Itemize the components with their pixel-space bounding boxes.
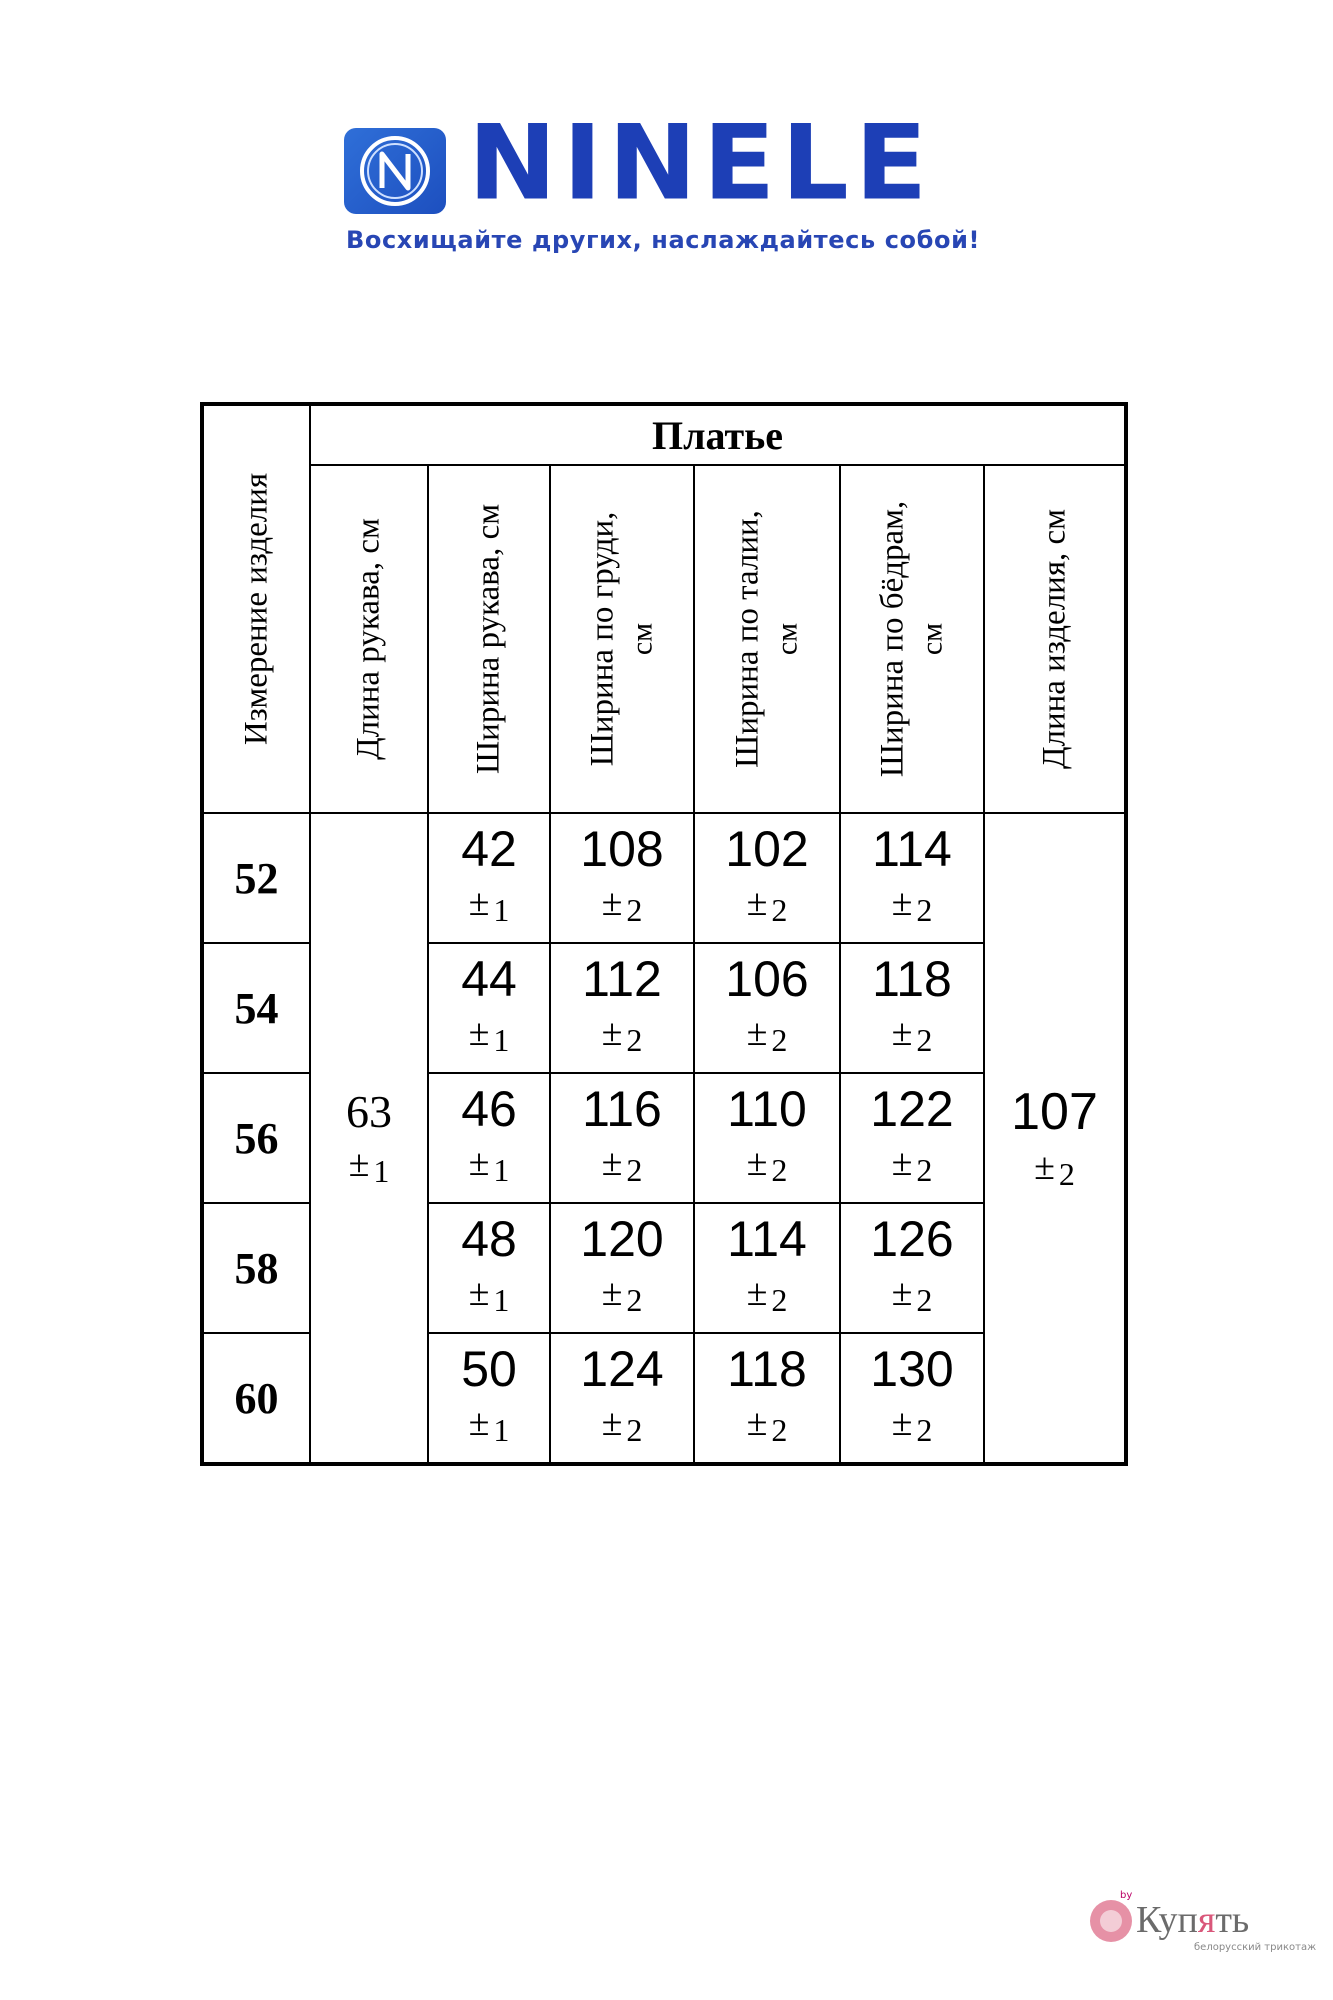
size-cell: 56 — [202, 1073, 310, 1203]
brand-wordmark: NINELE — [468, 102, 934, 223]
column-header: Длина изделия, см — [984, 465, 1126, 813]
size-chart-table — [200, 402, 1128, 1466]
size-cell: 52 — [202, 813, 310, 943]
chest-width-cell: 108 ± 2 — [550, 813, 694, 943]
chest-width-cell: 112 ± 2 — [550, 943, 694, 1073]
size-cell: 60 — [202, 1333, 310, 1464]
size-column-header: Измерение изделия — [202, 404, 310, 813]
hips-width-cell: 122 ± 2 — [840, 1073, 984, 1203]
column-header: Ширина по талии, см — [694, 465, 840, 813]
watermark-text: Купять — [1136, 1899, 1250, 1941]
sleeve-width-cell: 44 ± 1 — [428, 943, 550, 1073]
sleeve-width-cell: 46 ± 1 — [428, 1073, 550, 1203]
hips-width-cell: 114 ± 2 — [840, 813, 984, 943]
waist-width-cell: 118 ± 2 — [694, 1333, 840, 1464]
column-headers-row — [202, 465, 1126, 813]
brand-logo — [344, 102, 1004, 264]
watermark-subtitle: белорусский трикотаж — [1194, 1942, 1317, 1953]
column-header: Ширина рукава, см — [428, 465, 550, 813]
table-row — [202, 813, 1126, 943]
watermark-logo — [1090, 1890, 1320, 1970]
hips-width-cell: 118 ± 2 — [840, 943, 984, 1073]
sleeve-width-cell: 50 ± 1 — [428, 1333, 550, 1464]
brand-emblem-icon — [344, 128, 446, 214]
column-header: Ширина по груди, см — [550, 465, 694, 813]
table-title: Платье — [310, 404, 1126, 465]
hips-width-cell: 126 ± 2 — [840, 1203, 984, 1333]
watermark-badge-icon — [1090, 1900, 1132, 1942]
product-length-cell: 107 ± 2 — [984, 813, 1126, 1464]
sleeve-length-cell: 63 ± 1 — [310, 813, 428, 1464]
watermark-badge-label: by — [1120, 1890, 1133, 1901]
sleeve-width-cell: 48 ± 1 — [428, 1203, 550, 1333]
size-cell: 58 — [202, 1203, 310, 1333]
size-cell: 54 — [202, 943, 310, 1073]
brand-tagline: Восхищайте других, наслаждайтесь собой! — [346, 226, 981, 254]
waist-width-cell: 102 ± 2 — [694, 813, 840, 943]
column-header: Длина рукава, см — [310, 465, 428, 813]
chest-width-cell: 124 ± 2 — [550, 1333, 694, 1464]
chest-width-cell: 120 ± 2 — [550, 1203, 694, 1333]
waist-width-cell: 114 ± 2 — [694, 1203, 840, 1333]
chest-width-cell: 116 ± 2 — [550, 1073, 694, 1203]
waist-width-cell: 110 ± 2 — [694, 1073, 840, 1203]
hips-width-cell: 130 ± 2 — [840, 1333, 984, 1464]
sleeve-width-cell: 42 ± 1 — [428, 813, 550, 943]
column-header: Ширина по бёдрам, см — [840, 465, 984, 813]
waist-width-cell: 106 ± 2 — [694, 943, 840, 1073]
